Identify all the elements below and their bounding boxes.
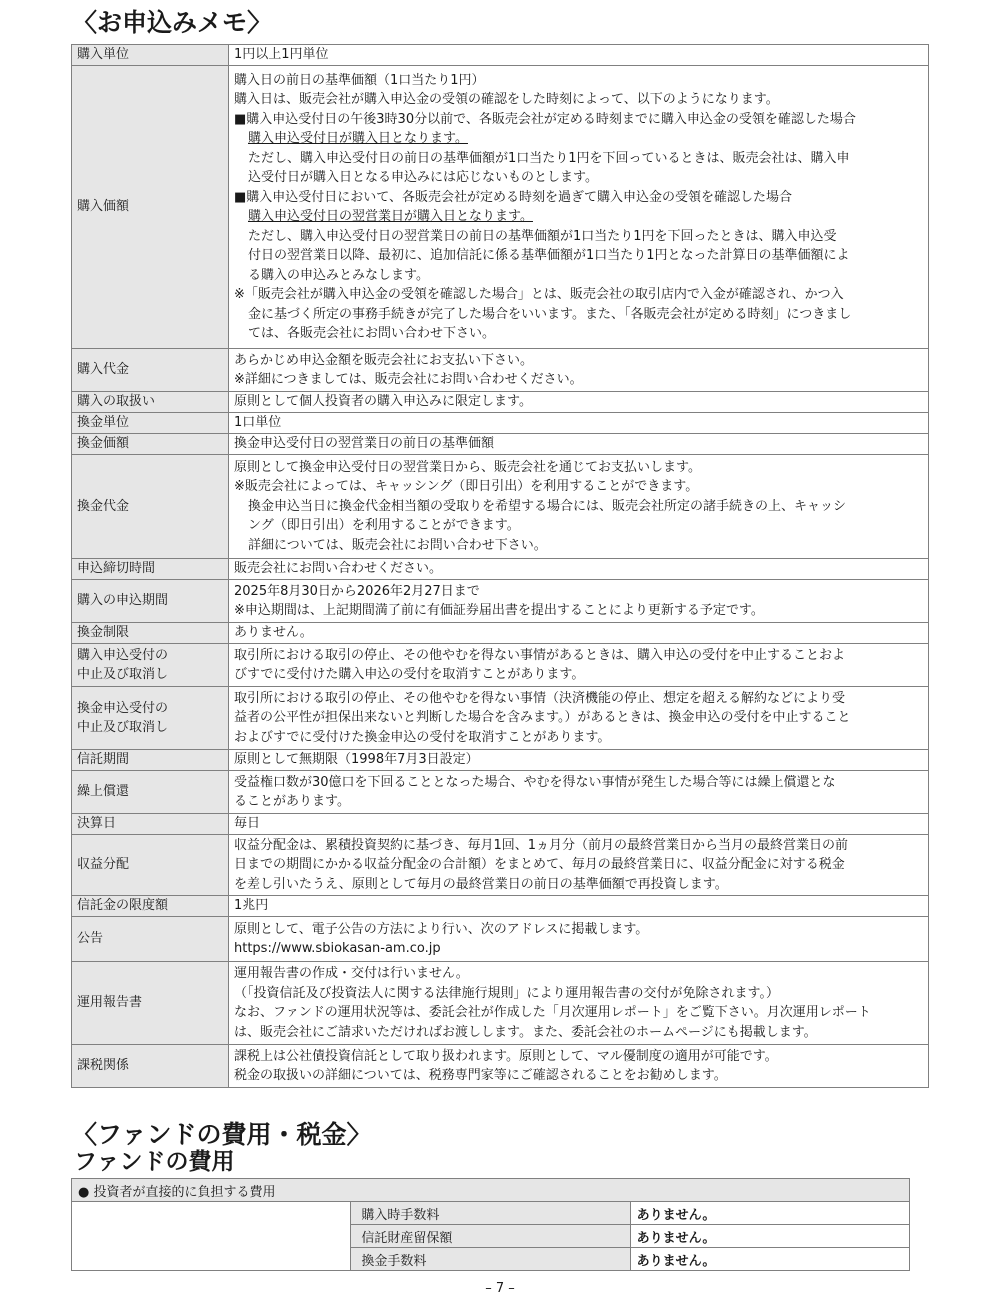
table-row — [72, 896, 929, 917]
row-indent — [72, 1225, 351, 1248]
text-line: 取引所における取引の停止、その他やむを得ない事情（決済機能の停止、想定を超える解約などにより受 — [234, 690, 846, 706]
row-value — [229, 917, 929, 962]
text-line: ては、各販売会社にお問い合わせ下さい。 — [248, 326, 496, 341]
row-label: 換金代金 — [72, 455, 229, 559]
table-row — [72, 559, 929, 580]
row-value: 原則として個人投資者の購入申込みに限定します。 — [229, 392, 929, 413]
text-line: ることがあります。 — [234, 794, 350, 809]
row-label: 繰上償還 — [72, 771, 229, 814]
text-line: は、販売会社にご請求いただければお渡しします。また、委託会社のホームページにも掲載します。 — [234, 1024, 817, 1040]
table-row — [72, 1179, 910, 1202]
row-label: 課税関係 — [72, 1045, 229, 1088]
row-value: 1口単位 — [229, 413, 929, 434]
row-value: 原則として無期限（1998年7月3日設定） — [229, 750, 929, 771]
text-line: 購入日は、販売会社が購入申込金の受領の確認をした時刻によって、以下のようになります。 — [234, 92, 779, 107]
row-label: 収益分配 — [72, 835, 229, 896]
row-value — [229, 687, 929, 750]
text-line: ※販売会社によっては、キャッシング（即日引出）を利用することができます。 — [234, 479, 699, 495]
fee-label: 換金手数料 — [351, 1248, 630, 1271]
text-line: 込受付日が購入日となる申込みには応じないものとします。 — [248, 170, 598, 185]
text-line: 原則として換金申込受付日の翌営業日から、販売会社を通じてお支払いします。 — [234, 459, 701, 475]
table-row — [72, 623, 929, 644]
table-row — [72, 580, 929, 623]
fee-value: ありません。 — [630, 1225, 909, 1248]
table-row — [72, 45, 929, 66]
table-row — [72, 1045, 929, 1088]
row-label: 換金単位 — [72, 413, 229, 434]
row-label: 申込締切時間 — [72, 559, 229, 580]
text-line: 詳細については、販売会社にお問い合わせ下さい。 — [248, 537, 547, 553]
row-value: 販売会社にお問い合わせください。 — [229, 559, 929, 580]
underlined-text: 購入申込受付日が購入日となります。 — [248, 131, 468, 146]
text-line: ■購入申込受付日において、各販売会社が定める時刻を過ぎて購入申込金の受領を確認した場合 — [234, 189, 793, 205]
row-label: 購入代金 — [72, 349, 229, 392]
table-row — [72, 434, 929, 455]
table-row — [72, 644, 929, 687]
table-row — [72, 349, 929, 392]
table-row — [72, 66, 929, 349]
row-label: 信託金の限度額 — [72, 896, 229, 917]
text-line: およびすでに受付けた換金申込の受付を取消すことがあります。 — [234, 729, 611, 745]
table-row — [72, 917, 929, 962]
row-label: 購入価額 — [72, 66, 229, 349]
row-value — [229, 771, 929, 814]
memo-section-title: 〈お申込みメモ〉 — [72, 8, 273, 37]
table-row — [72, 413, 929, 434]
row-value: 1円以上1円単位 — [229, 45, 929, 66]
website-url: https://www.sbiokasan-am.co.jp — [234, 941, 441, 956]
table-row — [72, 750, 929, 771]
row-value — [229, 644, 929, 687]
text-line: 収益分配金は、累積投資契約に基づき、毎月1回、1ヵ月分（前月の最終営業日から当月の最終営業日の前 — [234, 837, 849, 853]
row-value — [229, 835, 929, 896]
text-line: （「投資信託及び投資法人に関する法律施行規則」により運用報告書の交付が免除されます。） — [234, 985, 779, 1001]
table-row — [72, 771, 929, 814]
row-label — [72, 644, 229, 687]
text-line: 2025年8月30日から2026年2月27日まで — [234, 583, 480, 599]
text-line: 換金申込当日に換金代金相当額の受取りを希望する場合には、販売会社所定の諸手続きの上、キャッシ — [248, 498, 847, 514]
label-line: 購入申込受付の — [77, 647, 169, 663]
text-line: 原則として、電子公告の方法により行い、次のアドレスに掲載します。 — [234, 921, 649, 937]
text-line: ただし、購入申込受付日の翌営業日の前日の基準価額が1口当たり1円を下回ったときは、購入申込受 — [248, 228, 837, 244]
text-line: ■購入申込受付日の午後3時30分以前で、各販売会社が定める時刻までに購入申込金の受領を確認した場合 — [234, 111, 856, 127]
text-line: びすでに受付けた購入申込の受付を取消すことがあります。 — [234, 667, 585, 682]
table-row — [72, 962, 929, 1045]
row-label: 購入の取扱い — [72, 392, 229, 413]
fee-label: 購入時手数料 — [351, 1202, 630, 1225]
text-line — [234, 129, 923, 149]
row-value: 換金申込受付日の翌営業日の前日の基準価額 — [229, 434, 929, 455]
application-memo-table — [71, 44, 929, 1088]
fee-value: ありません。 — [630, 1202, 909, 1225]
text-line: 課税上は公社債投資信託として取り扱われます。原則として、マル優制度の適用が可能です。 — [234, 1048, 778, 1064]
fees-subtitle: ファンドの費用 — [74, 1149, 235, 1175]
table-row — [72, 1202, 910, 1225]
text-line: 日までの期間にかかる収益分配金の合計額）をまとめて、毎月の最終営業日に、収益分配金に対する税金 — [234, 857, 845, 873]
row-label: 運用報告書 — [72, 962, 229, 1045]
text-line: 税金の取扱いの詳細については、税務専門家等にご確認されることをお勧めします。 — [234, 1068, 727, 1083]
row-label: 購入単位 — [72, 45, 229, 66]
row-label: 換金制限 — [72, 623, 229, 644]
row-label: 換金価額 — [72, 434, 229, 455]
label-line: 換金申込受付の — [77, 700, 169, 716]
row-label: 信託期間 — [72, 750, 229, 771]
text-line: ※「販売会社が購入申込金の受領を確認した場合」とは、販売会社の取引店内で入金が確認され、かつ入 — [234, 287, 844, 302]
text-line: ※詳細につきましては、販売会社にお問い合わせください。 — [234, 372, 583, 387]
fee-value: ありません。 — [630, 1248, 909, 1271]
row-label: 購入の申込期間 — [72, 580, 229, 623]
text-line: ただし、購入申込受付日の前日の基準価額が1口当たり1円を下回っているときは、販売会社は、購入申 — [248, 150, 850, 166]
text-line: あらかじめ申込金額を販売会社にお支払い下さい。 — [234, 352, 534, 368]
text-line: なお、ファンドの運用状況等は、委託会社が作成した「月次運用レポート」をご覧下さい。月次運用レポート — [234, 1005, 871, 1020]
row-label: 決算日 — [72, 814, 229, 835]
row-value — [229, 66, 929, 349]
text-line: 付日の翌営業日以降、最初に、追加信託に係る基準価額が1口当たり1円となった計算日の基準価額によ — [248, 248, 850, 263]
underlined-text: 購入申込受付日の翌営業日が購入日となります。 — [248, 209, 533, 224]
text-line: 金に基づく所定の事務手続きが完了した場合をいいます。また、「各販売会社が定める時刻」につきまし — [248, 306, 852, 322]
table-row — [72, 687, 929, 750]
row-label: 公告 — [72, 917, 229, 962]
table-row — [72, 814, 929, 835]
row-value — [229, 455, 929, 559]
row-value: 1兆円 — [229, 896, 929, 917]
fee-label: 信託財産留保額 — [351, 1225, 630, 1248]
text-line: 益者の公平性が担保出来ないと判断した場合を含みます。）があるときは、換金申込の受付を中止すること — [234, 710, 851, 726]
row-indent — [72, 1248, 351, 1271]
row-indent — [72, 1202, 351, 1225]
text-line: ング（即日引出）を利用することができます。 — [248, 518, 520, 534]
table-row — [72, 835, 929, 896]
row-value — [229, 349, 929, 392]
row-label — [72, 687, 229, 750]
text-line: 運用報告書の作成・交付は行いません。 — [234, 966, 469, 981]
text-line: 受益権口数が30億口を下回ることとなった場合、やむを得ない事情が発生した場合等には繰上償還とな — [234, 774, 836, 790]
fees-section-title: 〈ファンドの費用・税金〉 — [72, 1120, 372, 1149]
text-line: を差し引いたうえ、原則として毎月の最終営業日の前日の基準価額で再投資します。 — [234, 876, 728, 892]
row-value: ありません。 — [229, 623, 929, 644]
table-row — [72, 1248, 910, 1271]
label-line: 中止及び取消し — [77, 720, 169, 735]
text-line: る購入の申込みとみなします。 — [248, 267, 429, 283]
text-line: 取引所における取引の停止、その他やむを得ない事情があるときは、購入申込の受付を中止することおよ — [234, 647, 846, 663]
label-line: 中止及び取消し — [77, 667, 169, 682]
fees-table — [71, 1178, 910, 1271]
table-row — [72, 392, 929, 413]
page-number: – 7 – — [485, 1281, 515, 1296]
text-line — [234, 207, 923, 227]
fees-table-header: ● 投資者が直接的に負担する費用 — [72, 1179, 910, 1202]
row-value — [229, 962, 929, 1045]
row-value — [229, 580, 929, 623]
table-row — [72, 455, 929, 559]
table-row — [72, 1225, 910, 1248]
text-line: ※申込期間は、上記期間満了前に有価証券届出書を提出することにより更新する予定です。 — [234, 603, 764, 618]
row-value: 毎日 — [229, 814, 929, 835]
text-line: 購入日の前日の基準価額（1口当たり1円） — [234, 72, 485, 88]
row-value — [229, 1045, 929, 1088]
